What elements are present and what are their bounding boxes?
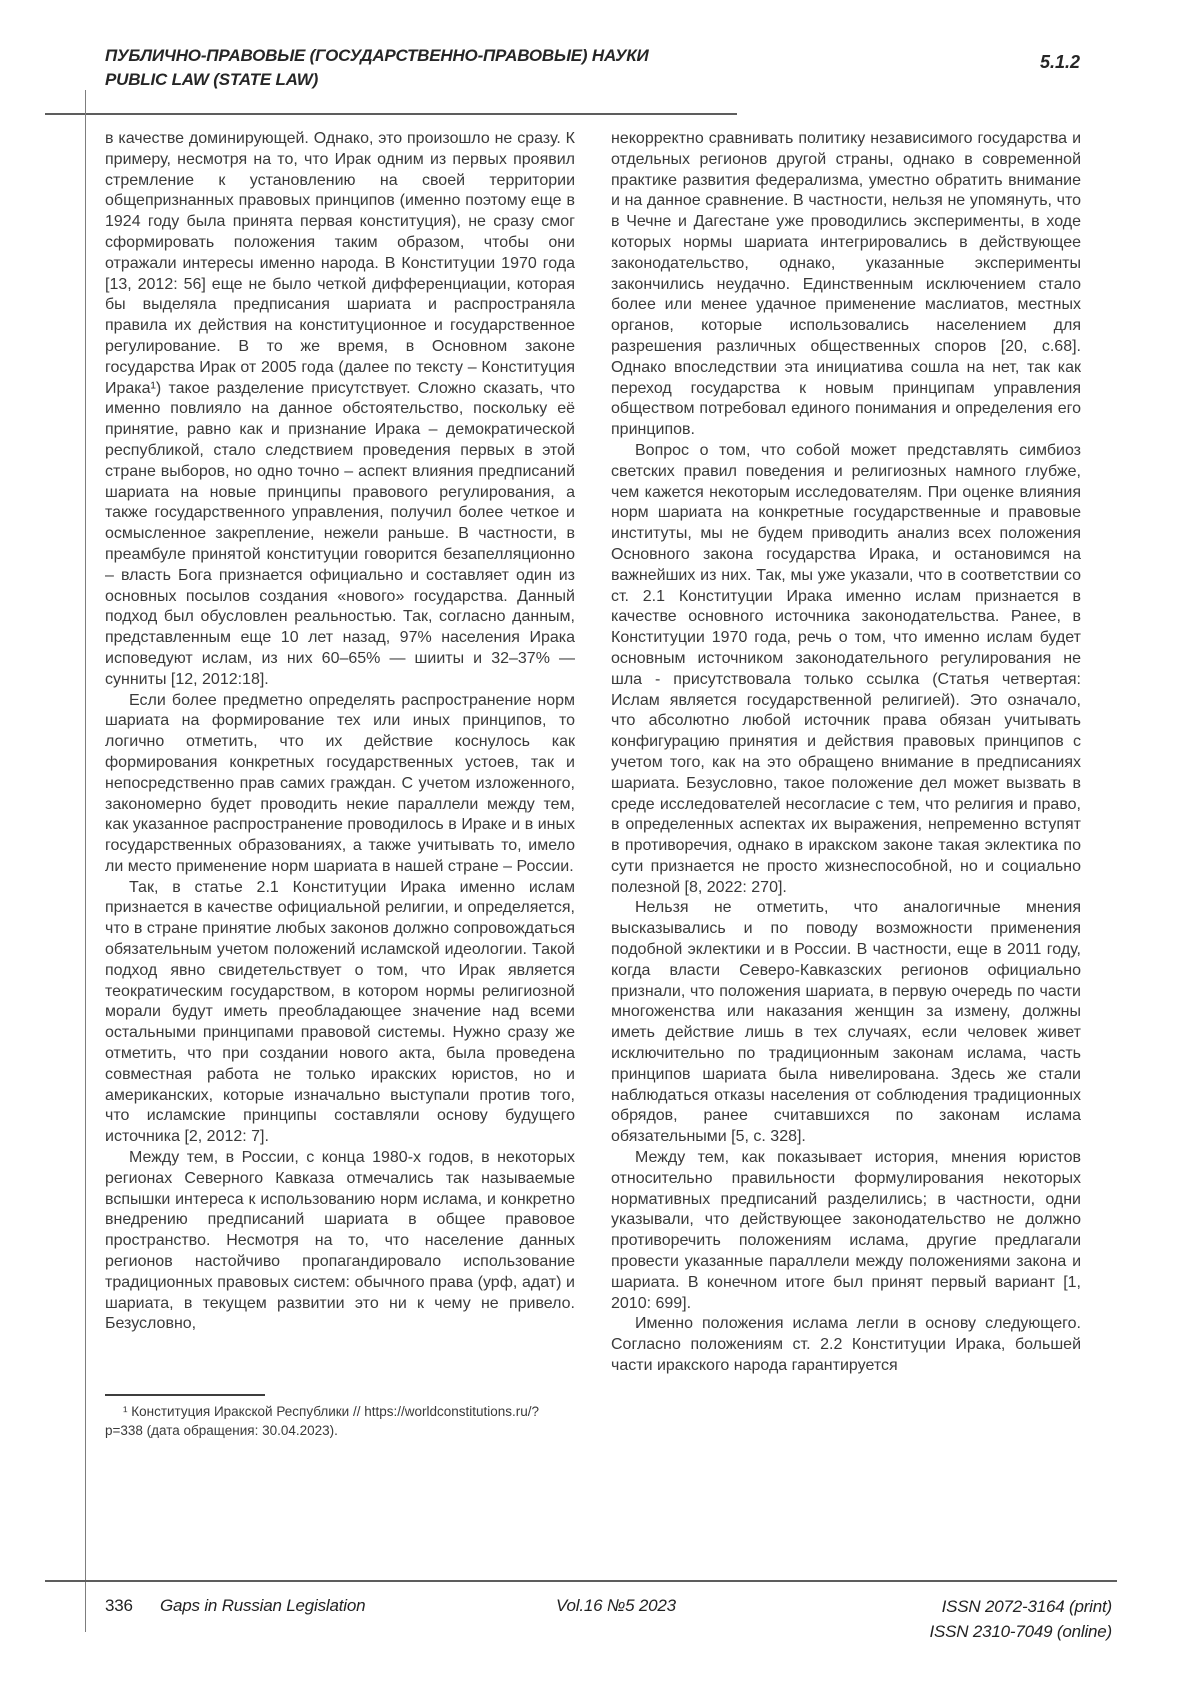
footnote — [105, 1394, 575, 1440]
body-paragraph: Между тем, как показывает история, мнения юристов относительно правильности формулирования некоторых нормативных предписаний разделились; в частности, одни указывали, что действующее законодательство не должно противоречить положениям ислама, другие предлагали провести указанные параллели между положениями закона и шариата. В конечном итоге был принят первый вариант [1, 2010: 699]. — [611, 1149, 1081, 1312]
footnote-text: ¹ Конституция Иракской Республики // https://worldconstitutions.ru/?p=338 (дата обращения: 30.04.2023). — [105, 1404, 540, 1438]
article-body — [105, 129, 1081, 1377]
page-number: 336 — [105, 1596, 133, 1615]
journal-title: Gaps in Russian Legislation — [160, 1596, 366, 1615]
volume-issue: Vol.16 №5 2023 — [556, 1596, 676, 1615]
left-margin-line — [85, 90, 86, 1632]
body-paragraph: Если более предметно определять распространение норм шариата на формирование тех или иных принципов, то логично отметить, что их действие коснулось как формирования конкретных государственных устоев, так и непосредственно прав самих граждан. С учетом изложенного, закономерно будет проводить некие параллели между тем, как указанное распространение проводилось в Ираке и в иных государственных образованиях, а также учитывать то, имело ли место применение норм шариата в нашей стране – России. — [105, 691, 575, 875]
section-code: 5.1.2 — [1039, 52, 1080, 72]
issn-online: ISSN 2310-7049 (online) — [929, 1622, 1112, 1641]
left-column — [105, 129, 575, 1377]
header-title-en: PUBLIC LAW (STATE LAW) — [105, 70, 319, 89]
body-paragraph: Так, в статье 2.1 Конституции Ирака именно ислам признается в качестве официальной религии, и определяется, что в стране принятие любых законов должно сопровождаться обязательным учетом положений исламской идеологии. Такой подход явно свидетельствует о том, что Ирак является теократическим государством, в котором нормы религиозной морали будут иметь преобладающее значение над всеми остальными принципами правовой системы. Нужно сразу же отметить, что при создании нового акта, была проведена совместная работа не только иракских юристов, но и американских, которые изначально выступали против того, что исламские принципы составляли основу будущего источника [2, 2012: 7]. — [105, 878, 575, 1146]
body-paragraph: Нельзя не отметить, что аналогичные мнения высказывались и по поводу возможности применения подобной эклектики и в России. В частности, еще в 2011 году, когда власти Северо-Кавказских регионов официально признали, что положения шариата, в первую очередь по части многоженства или наказания женщин за измену, должны иметь действие лишь в тех случаях, если человек живет исключительно по традиционным законам ислама, часть принципов шариата была нивелирована. Здесь же стали наблюдаться отказы населения от соблюдения традиционных обрядов, ранее считавшихся по законам ислама обязательными [5, с. 328]. — [611, 899, 1081, 1146]
body-paragraph: некорректно сравнивать политику независимого государства и отдельных регионов другой страны, однако в современной практике развития федерализма, уместно обратить внимание и на данное сравнение. В частности, нельзя не упомянуть, что в Чечне и Дагестане уже проводились эксперименты, в ходе которых нормы шариата интегрировались в действующее законодательство, однако, указанные эксперименты закончились неудачно. Единственным исключением стало более или менее удачное применение маслиатов, местных органов, которые использовались населением для разрешения различных общественных споров [20, с.68]. Однако впоследствии эта инициатива сошла на нет, так как переход государства к новым принципам управления обществом потребовал единого понимания и определения его принципов. — [611, 130, 1081, 439]
issn-print: ISSN 2072-3164 (print) — [941, 1597, 1112, 1616]
header-title-ru: ПУБЛИЧНО-ПРАВОВЫЕ (ГОСУДАРСТВЕННО-ПРАВОВЫЕ) НАУКИ — [105, 46, 649, 65]
header-divider-line — [45, 113, 737, 115]
body-paragraph: Вопрос о том, что собой может представлять симбиоз светских правил поведения и религиозных намного глубже, чем кажется некоторым исследователям. При оценке влияния норм шариата на конкретные государственные и правовые институты, мы не будем приводить анализ всех положения Основного закона государства Ирака, и остановимся на важнейших из них. Так, мы уже указали, что в соответствии со ст. 2.1 Конституции Ирака именно ислам признается в качестве основного источника законодательства. Ранее, в Конституции 1970 года, речь о том, что именно ислам будет основным источником законодательного регулирования не шла - присутствовала только ссылка (Статья четвертая: Ислам является государственной религией). Это означало, что абсолютно любой источник права обязан учитывать конфигурацию принятия и действия правовых принципов с учетом того, как на это обращено внимание в предписаниях шариата. Безусловно, такое положение дел может вызвать в среде исследователей несогласие с тем, что религия и право, в определенных аспектах их выражения, непременно вступят в противоречия, однако в иракском законе такая эклектика по сути признается не просто жизнеспособной, но и социально полезной [8, 2022: 270]. — [611, 441, 1081, 896]
footer-divider-line — [45, 1580, 1117, 1582]
body-paragraph: в качестве доминирующей. Однако, это произошло не сразу. К примеру, несмотря на то, что Ирак одним из первых проявил стремление к установлению на своей территории общепризнанных правовых принципов (именно поэтому еще в 1924 году была принята первая конституция), не сразу смог сформировать положения таким образом, чтобы они отражали интересы именно народа. В Конституции 1970 года [13, 2012: 56] еще не было четкой дифференциации, которая бы выделяла предписания шариата и распространяла правила их действия на конституционное и государственное регулирование. В то же время, в Основном законе государства Ирак от 2005 года (далее по тексту – Конституция Ирака¹) такое разделение присутствует. Сложно сказать, что именно повлияло на данное обстоятельство, поскольку её принятие, равно как и признание Ирака – демократической республикой, стало следствием проведения первых в этой стране выборов, но одно точно – аспект влияния предписаний шариата на новые принципы правового регулирования, а также государственного управления, получил более четкое и осмысленное закрепление, нежели раньше. В частности, в преамбуле принятой конституции говорится безапелляционно – власть Бога признается официально и составляет один из основных посылов создания «нового» государства. Данный подход был обусловлен реальностью. Так, согласно данным, представленным еще 10 лет назад, 97% населения Ирака исповедуют ислам, из них 60–65% — шииты и 32–37% — сунниты [12, 2012:18]. — [105, 130, 575, 688]
body-paragraph: Именно положения ислама легли в основу следующего. Согласно положениям ст. 2.2 Конституции Ирака, большей части иракского народа гарантируется — [611, 1315, 1081, 1375]
issn-block — [929, 1594, 1112, 1644]
body-paragraph: Между тем, в России, с конца 1980-х годов, в некоторых регионах Северного Кавказа отмечались так называемые вспышки интереса к использованию норм ислама, и конкретно внедрению предписаний шариата в общее правовое пространство. Несмотря на то, что население данных регионов настойчиво пропагандировало использование традиционных правовых систем: обычного права (урф, адат) и шариата, в текущем развитии это ни к чему не привело. Безусловно, — [105, 1149, 575, 1333]
footnote-separator-line — [105, 1394, 265, 1396]
right-column — [611, 129, 1081, 1377]
page-header — [105, 44, 805, 92]
